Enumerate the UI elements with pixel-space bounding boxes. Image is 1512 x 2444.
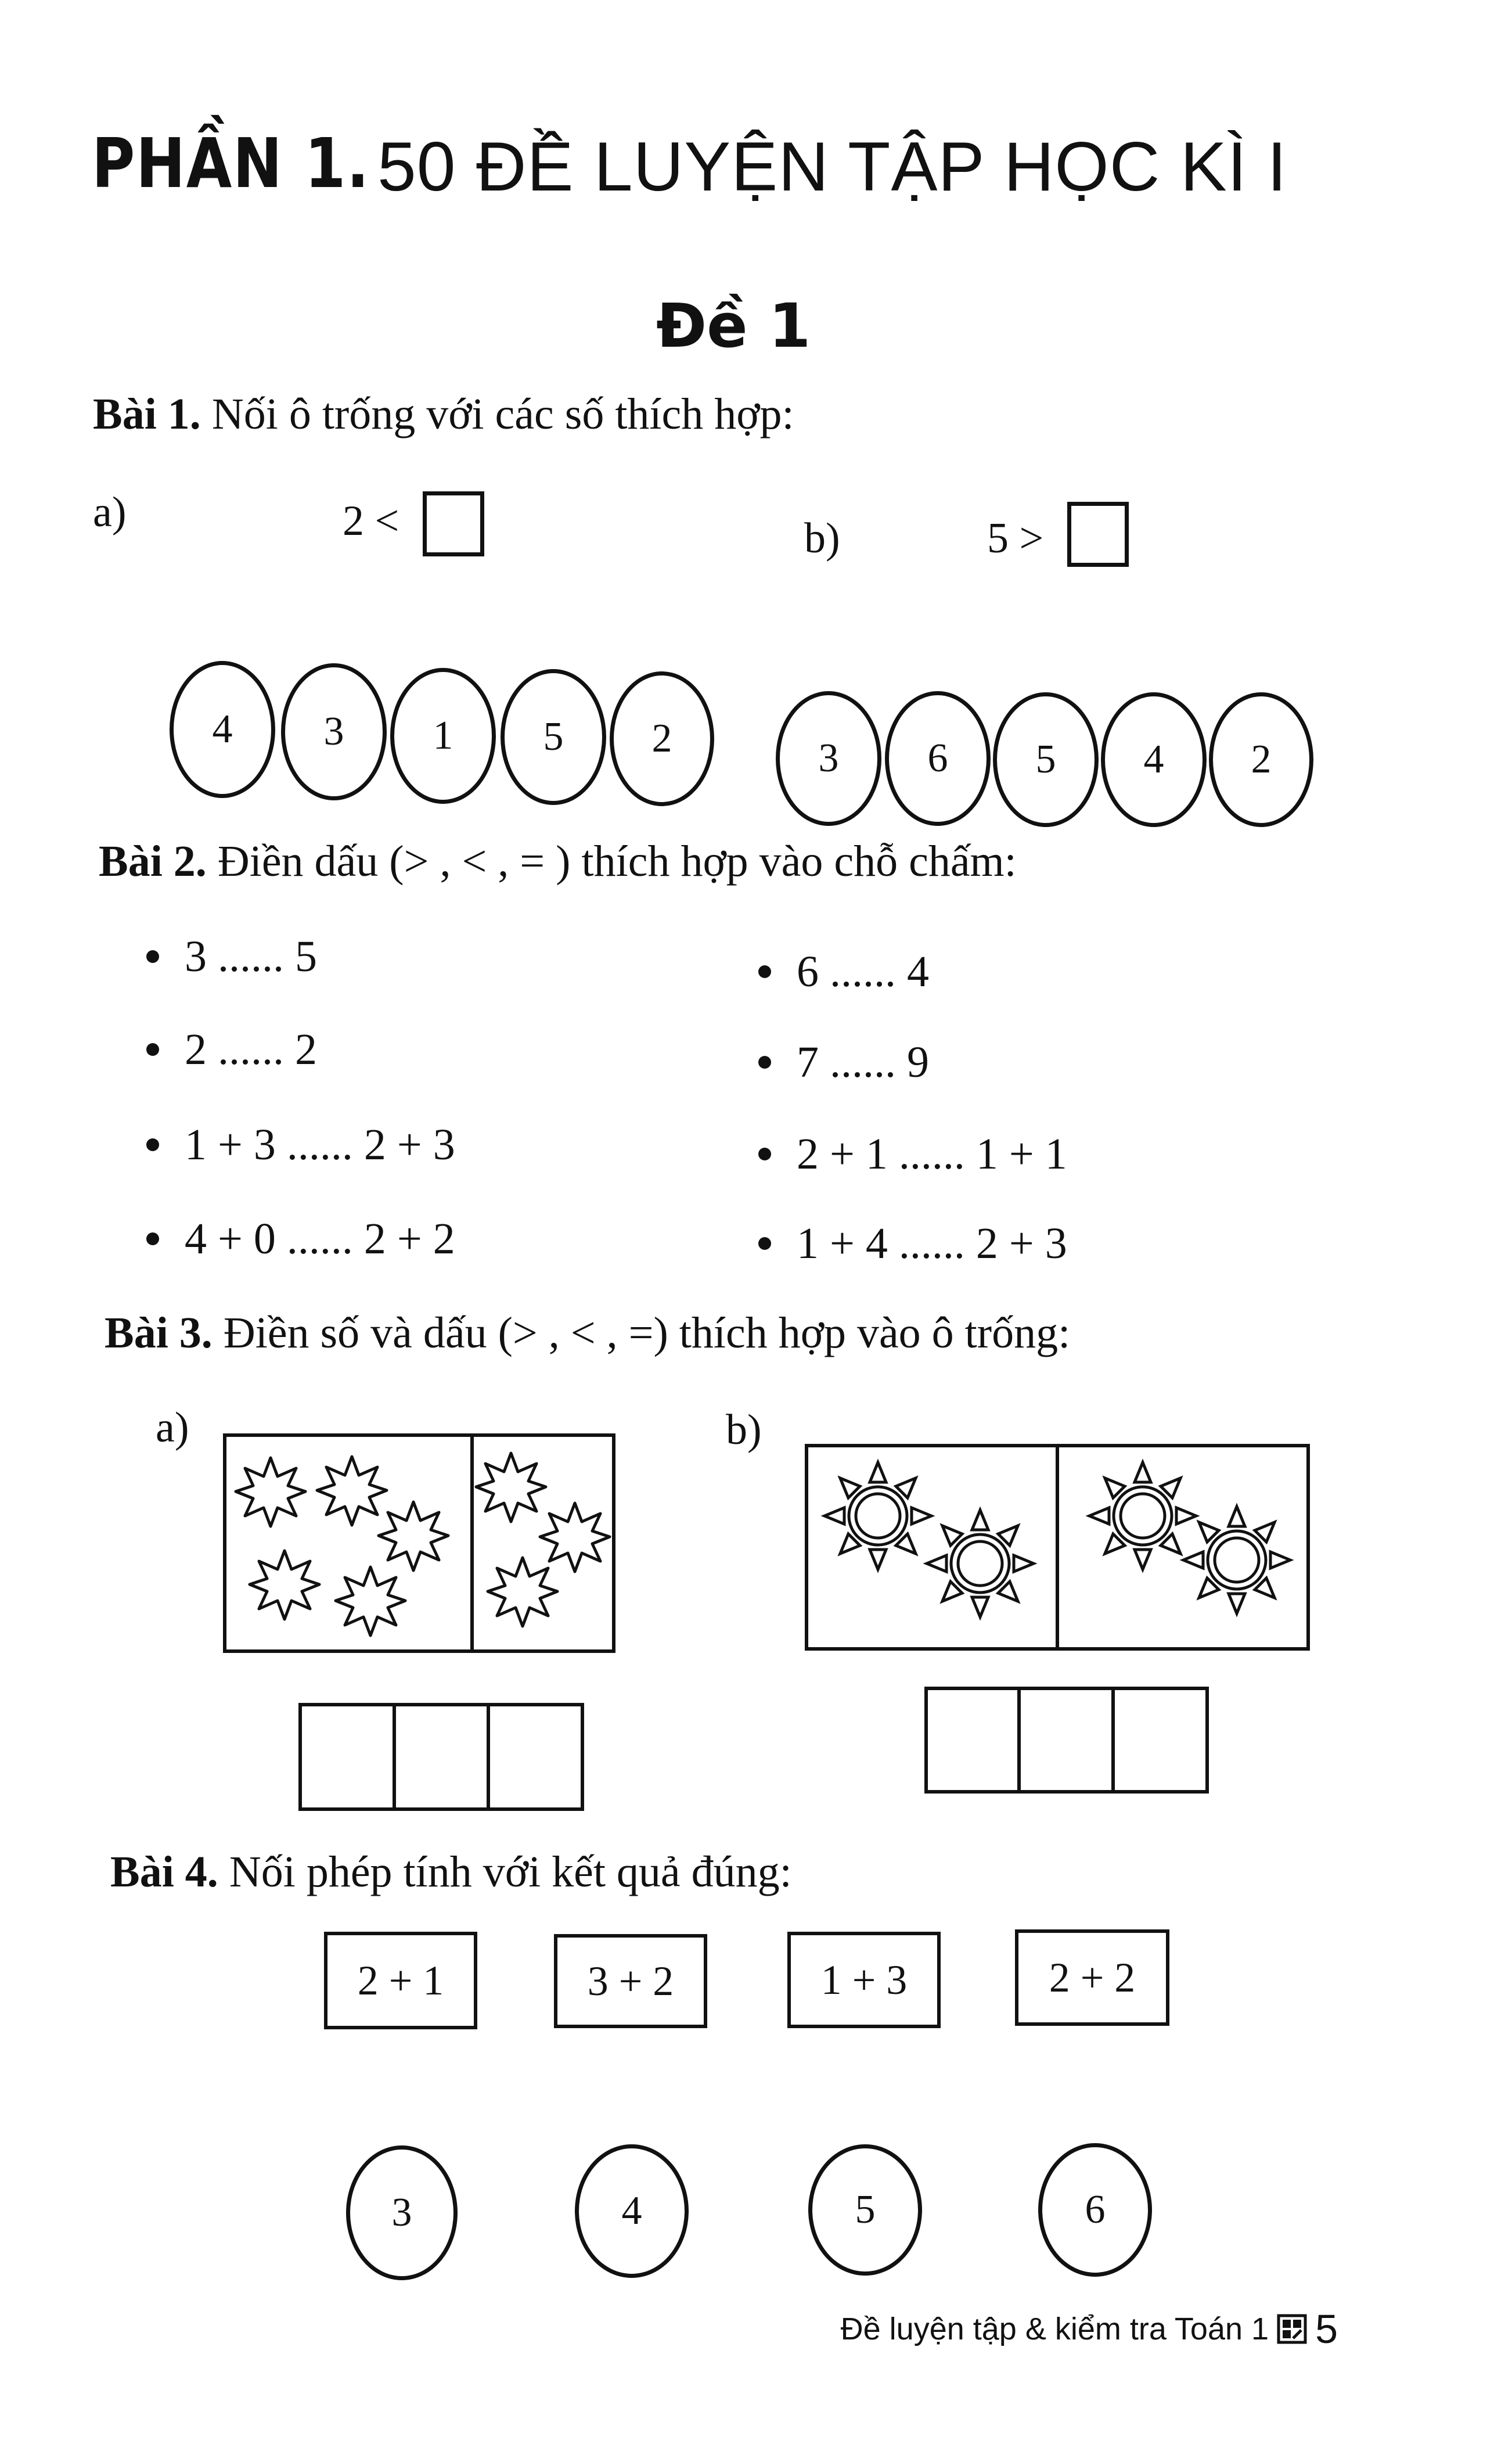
stars-drawing — [223, 1433, 615, 1653]
option-circle[interactable]: 6 — [885, 691, 991, 826]
option-circle[interactable]: 4 — [1101, 692, 1207, 827]
exercise-1a-expression: 2 < — [343, 497, 399, 545]
bullet-icon — [146, 1232, 159, 1245]
comparison-item: 1 + 4 ...... 2 + 3 — [758, 1219, 1067, 1269]
book-title: Đề luyện tập & kiểm tra Toán 1 — [840, 2312, 1269, 2346]
exercise-1-label: Bài 1. — [93, 390, 201, 439]
box-divider — [1017, 1687, 1021, 1794]
expression-box[interactable]: 3 + 2 — [554, 1934, 707, 2028]
bullet-icon — [146, 950, 159, 963]
star-icon — [488, 1558, 557, 1626]
comparison-item: 7 ...... 9 — [758, 1037, 929, 1088]
bullet-icon — [146, 1043, 159, 1056]
option-circle[interactable]: 3 — [281, 663, 387, 800]
exercise-3a-label: a) — [156, 1404, 189, 1451]
bullet-icon — [758, 1148, 771, 1160]
exercise-3b-label: b) — [726, 1406, 762, 1454]
exercise-1a-answer-box[interactable] — [423, 491, 484, 556]
box-divider — [1111, 1687, 1115, 1794]
bullet-icon — [758, 1056, 771, 1069]
option-circle[interactable]: 2 — [610, 671, 714, 806]
exercise-3b-answer-boxes — [924, 1687, 1209, 1794]
page-footer — [841, 2306, 1338, 2352]
option-circle[interactable]: 2 — [1209, 692, 1313, 827]
exercise-1-title — [93, 389, 794, 440]
result-circle[interactable]: 5 — [808, 2144, 922, 2276]
comparison-item: 3 ...... 5 — [146, 932, 317, 982]
exercise-3-label: Bài 3. — [105, 1309, 213, 1357]
page-number: 5 — [1315, 2306, 1338, 2352]
exercise-1a-label: a) — [93, 488, 127, 536]
exercise-4-text: Nối phép tính với kết quả đúng: — [229, 1848, 792, 1896]
box-divider — [487, 1703, 490, 1811]
sun-icon — [1089, 1462, 1196, 1569]
expression-box[interactable]: 2 + 2 — [1015, 1929, 1169, 2026]
star-icon — [236, 1458, 305, 1526]
exercise-3a-answer-boxes — [298, 1703, 584, 1811]
comparison-item: 1 + 3 ...... 2 + 3 — [146, 1120, 455, 1170]
comparison-item: 4 + 0 ...... 2 + 2 — [146, 1214, 455, 1264]
exercise-1b-answer-box[interactable] — [1067, 502, 1129, 567]
star-icon — [540, 1503, 610, 1572]
page-heading: 50 ĐỀ LUYỆN TẬP HỌC KÌ I — [377, 128, 1287, 206]
expression-box[interactable]: 2 + 1 — [324, 1932, 477, 2029]
sun-icon — [1183, 1507, 1290, 1613]
book-logo-icon — [1277, 2314, 1307, 2344]
star-icon — [379, 1502, 448, 1570]
suns-drawing — [805, 1444, 1310, 1651]
part-label: PHẦN 1. — [92, 123, 370, 203]
exercise-4-label: Bài 4. — [110, 1848, 218, 1896]
result-circle[interactable]: 4 — [575, 2144, 689, 2278]
exercise-3-text: Điền số và dấu (> , < , =) thích hợp vào ô trống: — [223, 1309, 1071, 1357]
bullet-icon — [758, 965, 771, 978]
option-circle[interactable]: 5 — [993, 692, 1099, 827]
exercise-2-label: Bài 2. — [99, 837, 207, 886]
option-circle[interactable]: 1 — [390, 668, 496, 804]
option-circle[interactable]: 3 — [776, 691, 881, 826]
comparison-item: 2 ...... 2 — [146, 1025, 317, 1075]
exercise-1-text: Nối ô trống với các số thích hợp: — [211, 390, 794, 439]
exercise-4-title — [110, 1847, 792, 1897]
exercise-2-title — [99, 836, 1017, 887]
exercise-3-title — [105, 1308, 1070, 1358]
comparison-item: 6 ...... 4 — [758, 947, 929, 997]
star-icon — [476, 1453, 546, 1522]
bullet-icon — [758, 1237, 771, 1250]
star-icon — [317, 1457, 387, 1525]
star-icon — [336, 1567, 405, 1636]
option-circle[interactable]: 5 — [501, 669, 606, 805]
exercise-1b-expression: 5 > — [987, 515, 1044, 562]
exercise-2-text: Điền dấu (> , < , = ) thích hợp vào chỗ chấm: — [217, 837, 1017, 886]
bullet-icon — [146, 1138, 159, 1151]
option-circle[interactable]: 4 — [170, 661, 275, 798]
result-circle[interactable]: 6 — [1038, 2143, 1152, 2277]
sun-icon — [927, 1510, 1034, 1617]
star-icon — [250, 1551, 319, 1619]
comparison-item: 2 + 1 ...... 1 + 1 — [758, 1129, 1067, 1180]
sun-icon — [825, 1462, 931, 1569]
expression-box[interactable]: 1 + 3 — [787, 1932, 941, 2028]
exam-title: Đề 1 — [656, 290, 811, 361]
exercise-1b-label: b) — [804, 515, 840, 562]
box-divider — [393, 1703, 396, 1811]
result-circle[interactable]: 3 — [346, 2145, 458, 2280]
